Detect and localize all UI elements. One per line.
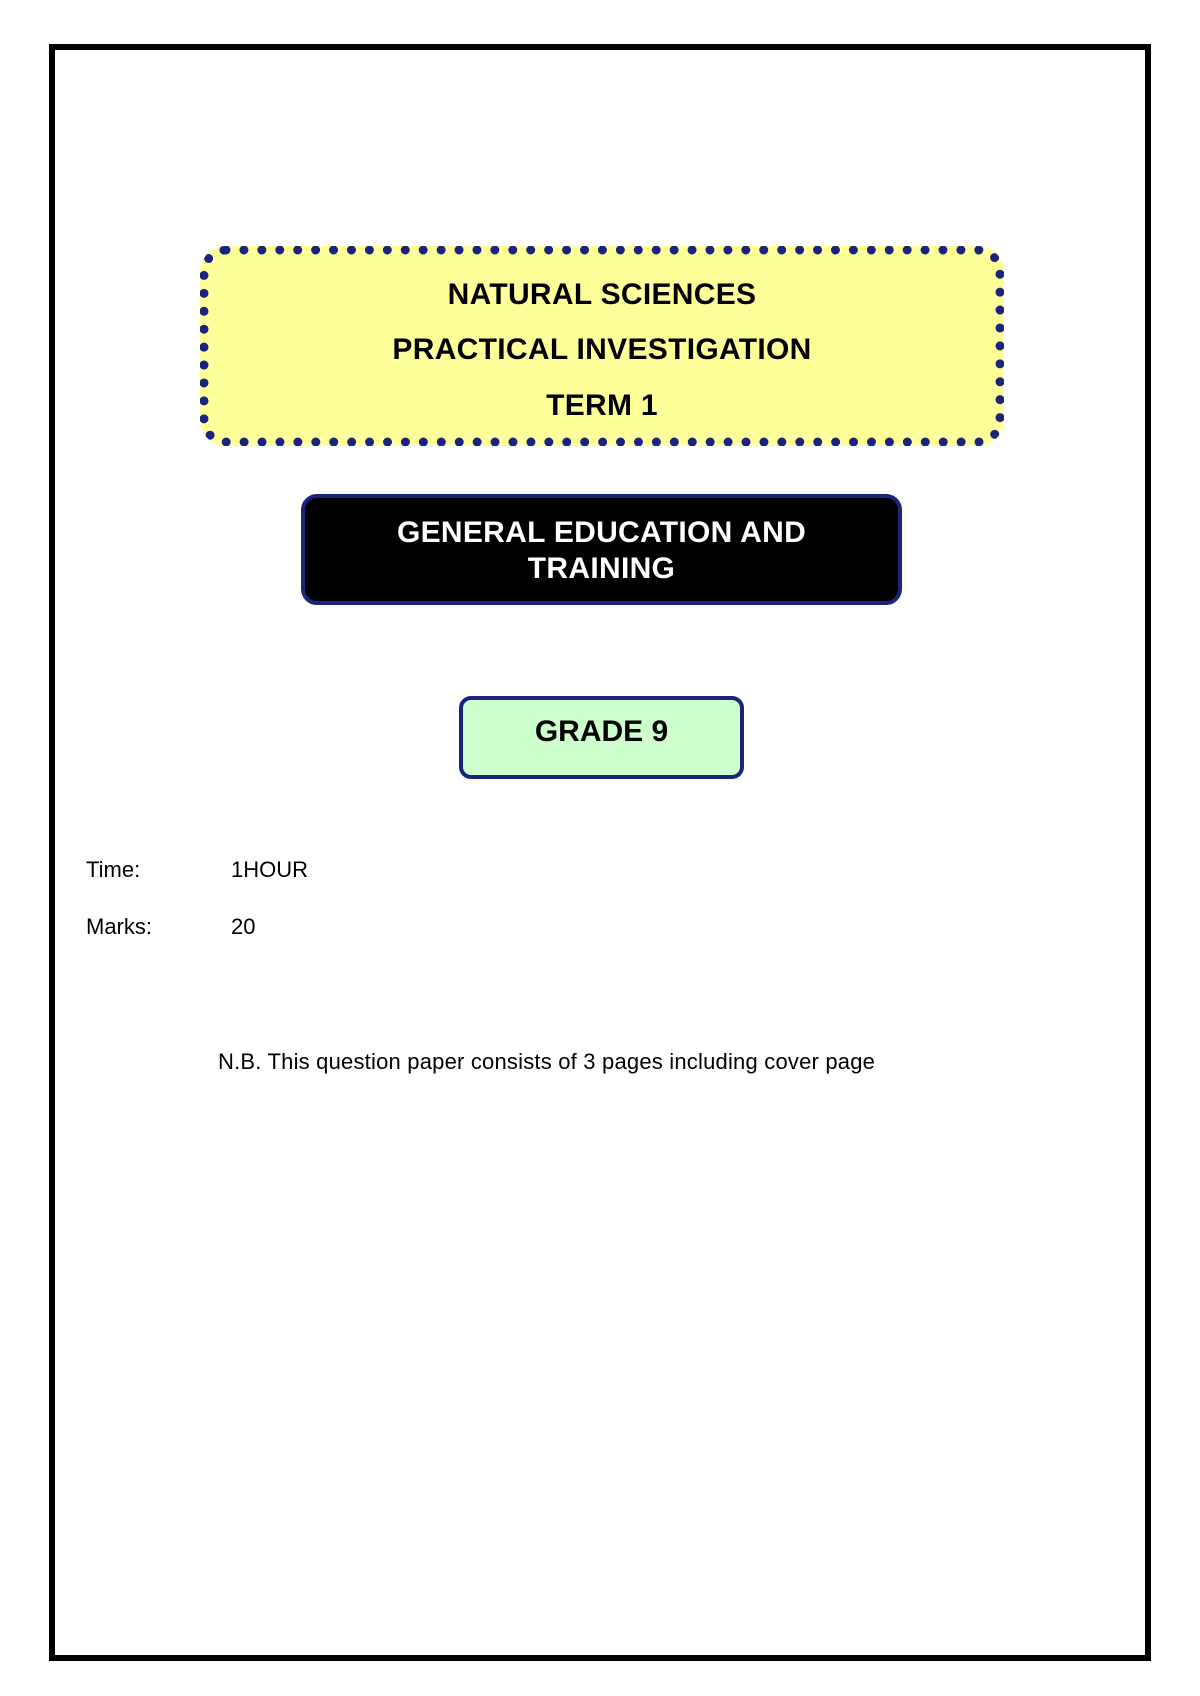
page-count-note: N.B. This question paper consists of 3 pages including cover page	[218, 1049, 876, 1074]
subject-title: NATURAL SCIENCES	[447, 278, 757, 311]
assessment-type: PRACTICAL INVESTIGATION	[392, 333, 812, 366]
marks-value: 20	[231, 914, 256, 939]
band-line-2: TRAINING	[527, 552, 676, 585]
grade-box: GRADE 9	[459, 696, 744, 779]
band-line-1: GENERAL EDUCATION AND	[396, 516, 807, 549]
band-box	[301, 494, 902, 605]
marks-label: Marks:	[86, 914, 152, 939]
term-label: TERM 1	[546, 389, 658, 422]
time-label: Time:	[86, 857, 141, 882]
title-box	[200, 246, 1004, 446]
time-value: 1HOUR	[231, 857, 309, 882]
